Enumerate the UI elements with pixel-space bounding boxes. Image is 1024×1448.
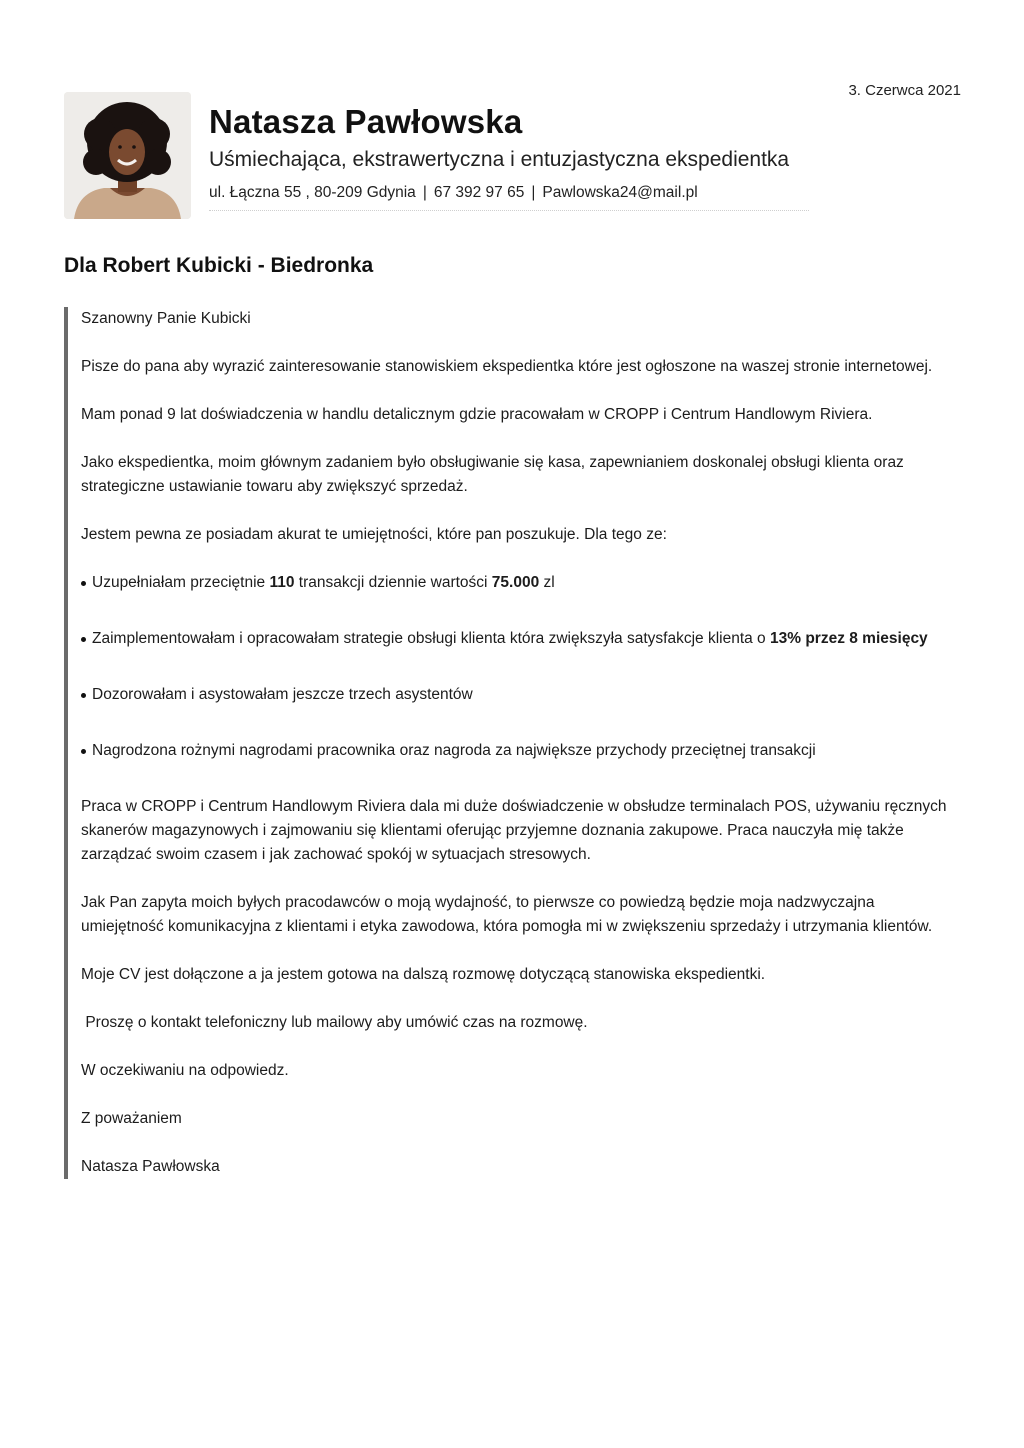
closing: Z poważaniem — [81, 1110, 182, 1127]
contact-separator: | — [422, 184, 427, 201]
paragraph-pos-experience: Praca w CROPP i Centrum Handlowym Riviera dala mi duże doświadczenie w obsłudze terminalach POS, używaniu ręcznych skanerów magazynowych i zajmowaniu się klientami oferując przyjemne doznania zakupowe. Praca nauczyła mię także zarządzać swoim czasem i jak zachować spokój w sytuacjach stresowych. — [81, 798, 947, 863]
email-link[interactable]: Pawlowska24@mail.pl — [542, 184, 698, 201]
profile-photo — [64, 92, 191, 219]
signature: Natasza Pawłowska — [81, 1158, 220, 1175]
header-block — [209, 100, 809, 211]
paragraph-intro: Pisze do pana aby wyrazić zainteresowanie stanowiskiem ekspedientka które jest ogłoszone na waszej stronie internetowej. — [81, 358, 933, 375]
portrait-image — [64, 92, 191, 219]
paragraph-cv-attached: Moje CV jest dołączone a ja jestem gotowa na dalszą rozmowę dotyczącą stanowiska ekspedientki. — [81, 966, 766, 983]
achievements-list — [81, 571, 961, 763]
paragraph-skills-intro: Jestem pewna ze posiadam akurat te umiejętności, które pan poszukuje. Dla tego ze: — [81, 526, 667, 543]
candidate-headline: Uśmiechająca, ekstrawertyczna i entuzjastyczna ekspedientka — [209, 148, 790, 171]
phone-text: 67 392 97 65 — [433, 184, 525, 201]
paragraph-experience: Mam ponad 9 lat doświadczenia w handlu detalicznym gdzie pracowałam w CROPP i Centrum Handlowym Riviera. — [81, 406, 873, 423]
list-item: Zaimplementowałam i opracowałam strategie obsługi klienta która zwiększyła satysfakcje klienta o 13% przez 8 miesięcy — [81, 627, 961, 651]
paragraph-duties: Jako ekspedientka, moim głównym zadaniem było obsługiwanie się kasa, zapewnianiem doskonalej obsługi klienta oraz strategiczne ustawianie towaru aby zwiększyć sprzedaż. — [81, 454, 904, 495]
letter-body — [64, 307, 961, 1179]
paragraph-awaiting: W oczekiwaniu na odpowiedz. — [81, 1062, 289, 1079]
list-item: Dozorowałam i asystowałam jeszcze trzech asystentów — [81, 683, 961, 707]
list-item: Uzupełniałam przeciętnie 110 transakcji dziennie wartości 75.000 zl — [81, 571, 961, 595]
contact-line — [209, 182, 809, 211]
address-text: ul. Łączna 55 , 80-209 Gdynia — [209, 184, 416, 201]
list-item: Nagrodzona rożnymi nagrodami pracownika oraz nagroda za największe przychody przeciętnej transakcji — [81, 739, 961, 763]
paragraph-contact-request: Proszę o kontakt telefoniczny lub mailowy aby umówić czas na rozmowę. — [81, 1014, 588, 1031]
paragraph-references: Jak Pan zapyta moich byłych pracodawców o moją wydajność, to pierwsze co powiedzą będzie moja nadzwyczajna umiejętność komunikacyjna z klientami i etyka zawodowa, która pomogła mi w zwiększeniu sprzedaży i utrzymania klientów. — [81, 894, 933, 935]
recipient-heading: Dla Robert Kubicki - Biedronka — [64, 254, 374, 277]
candidate-name: Natasza Pawłowska — [209, 103, 523, 140]
contact-separator: | — [531, 184, 536, 201]
letter-date: 3. Czerwca 2021 — [848, 82, 961, 99]
greeting: Szanowny Panie Kubicki — [81, 310, 251, 327]
